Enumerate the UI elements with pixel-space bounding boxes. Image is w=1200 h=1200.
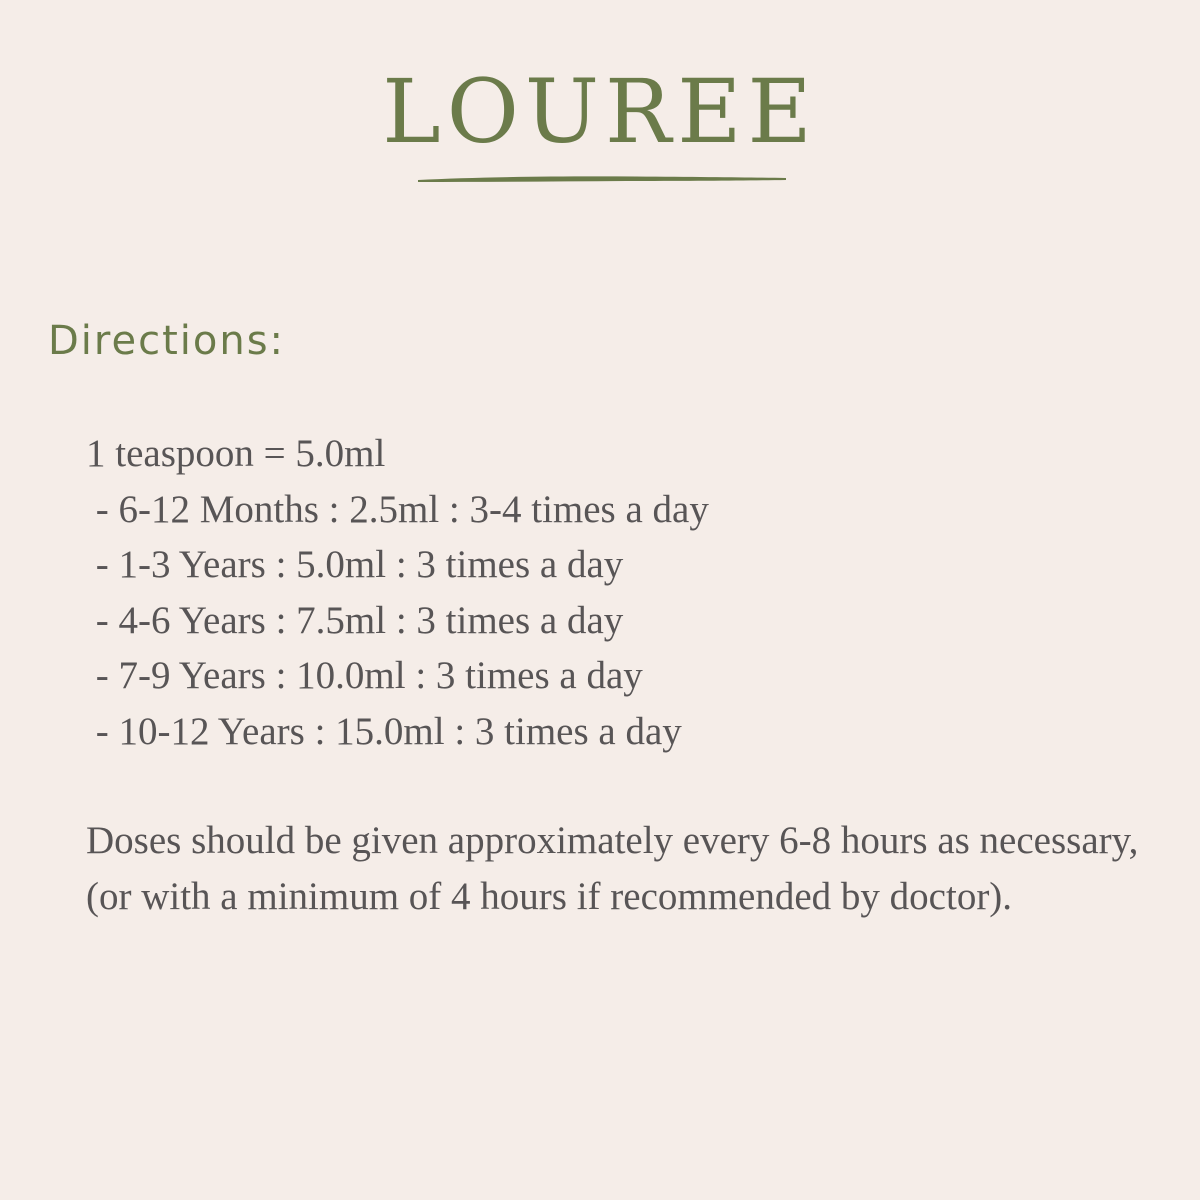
dose-item: - 10-12 Years : 15.0ml : 3 times a day: [86, 709, 682, 753]
directions-heading: Directions:: [48, 318, 286, 364]
dose-item: - 6-12 Months : 2.5ml : 3-4 times a day: [86, 487, 709, 531]
brand-logo: LOUREE: [382, 60, 818, 163]
dosing-note: Doses should be given approximately every 6-8 hours as necessary, (or with a minimum of 4 hours if recommended by doctor).: [86, 819, 1139, 918]
dose-item: - 7-9 Years : 10.0ml : 3 times a day: [86, 654, 643, 697]
logo-underline: [416, 172, 788, 186]
dosage-list: [86, 426, 709, 759]
dose-item: - 1-3 Years : 5.0ml : 3 times a day: [86, 543, 624, 586]
conversion-line: 1 teaspoon = 5.0ml: [86, 432, 386, 475]
dose-item: - 4-6 Years : 7.5ml : 3 times a day: [86, 598, 624, 642]
